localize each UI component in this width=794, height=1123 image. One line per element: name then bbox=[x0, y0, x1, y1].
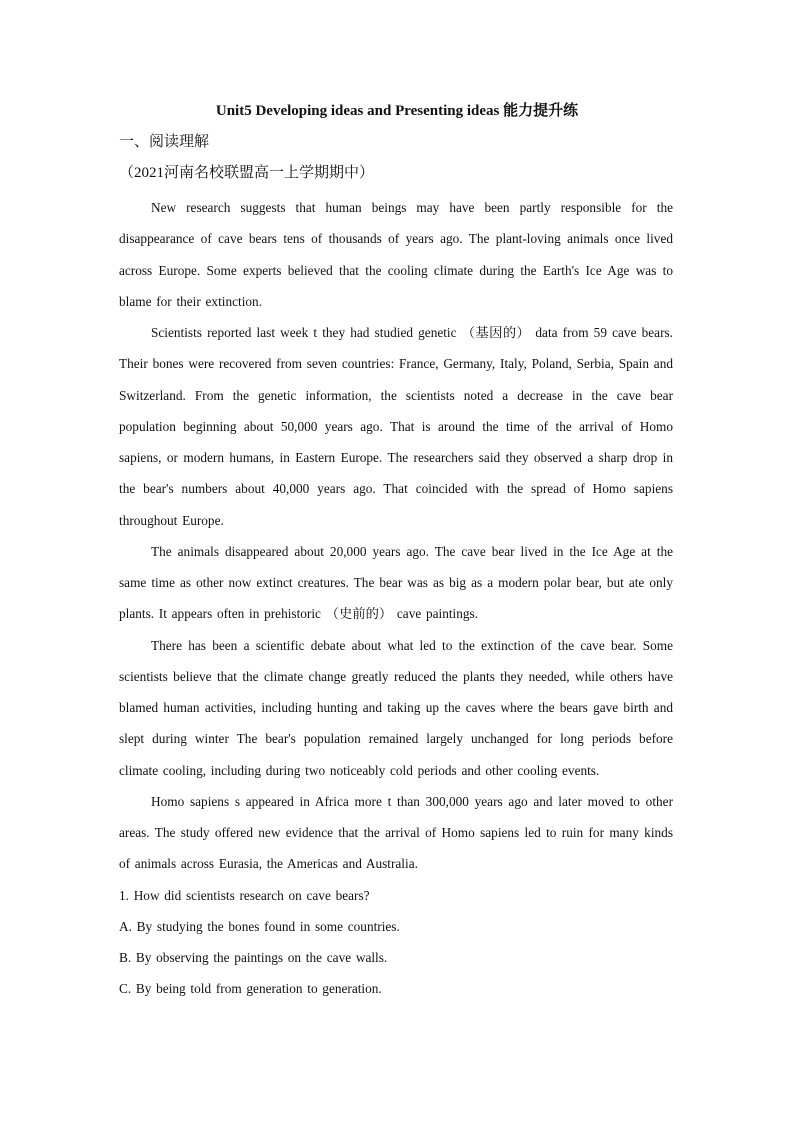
paragraph-1: New research suggests that human beings may have been partly responsible for the disappearance of cave bears tens of thousands of years ago. The plant-loving animals once lived across Europe. Some experts believed that the cooling climate during the Earth's Ice Age was to blame for their extinction. bbox=[119, 200, 673, 309]
paragraph-5: Homo sapiens s appeared in Africa more t than 300,000 years ago and later moved to other areas. The study offered new evidence that the arrival of Homo sapiens led to ruin for many kinds of animals across Eurasia, the Americas and Australia. bbox=[119, 793, 673, 872]
reading-passage bbox=[119, 192, 673, 1005]
paragraph-4: There has been a scientific debate about what led to the extinction of the cave bear. Some scientists believe that the climate change greatly reduced the plants they needed, while others have blamed human activities, including hunting and taking up the caves where the bears gave birth and slept during winter The bear's population remained largely unchanged for long periods before climate cooling, including during two noticeably cold periods and other cooling events. bbox=[119, 637, 673, 778]
option-a: A. By studying the bones found in some countries. bbox=[119, 918, 400, 934]
page-title: Unit5 Developing ideas and Presenting ideas 能力提升练 bbox=[215, 103, 579, 119]
option-b: B. By observing the paintings on the cave walls. bbox=[119, 950, 388, 965]
source-note: （2021河南名校联盟高一上学期期中） bbox=[119, 165, 375, 181]
paragraph-3: The animals disappeared about 20,000 years ago. The cave bear lived in the Ice Age at the same time as other now extinct creatures. The bear was as big as a modern polar bear, but ate only plants. It appears often in prehistoric （史前的） cave paintings. bbox=[119, 543, 673, 622]
question-stem: 1. How did scientists research on cave bears? bbox=[119, 887, 370, 903]
paragraph-2: Scientists reported last week t they had studied genetic （基因的） data from 59 cave bears. Their bones were recovered from seven countries: France, Germany, Italy, Poland, Serbia, Spain and Switzerland. From the genetic information, the scientists noted a decrease in the cave bear population beginning about 50,000 years ago. That is around the time of the arrival of Homo sapiens, or modern humans, in Eastern Europe. The researchers said they observed a sharp drop in the bear's numbers about 40,000 years ago. That coincided with the spread of Homo sapiens throughout Europe. bbox=[119, 325, 673, 528]
option-c: C. By being told from generation to generation. bbox=[119, 981, 382, 997]
section-heading: 一、阅读理解 bbox=[119, 134, 210, 150]
